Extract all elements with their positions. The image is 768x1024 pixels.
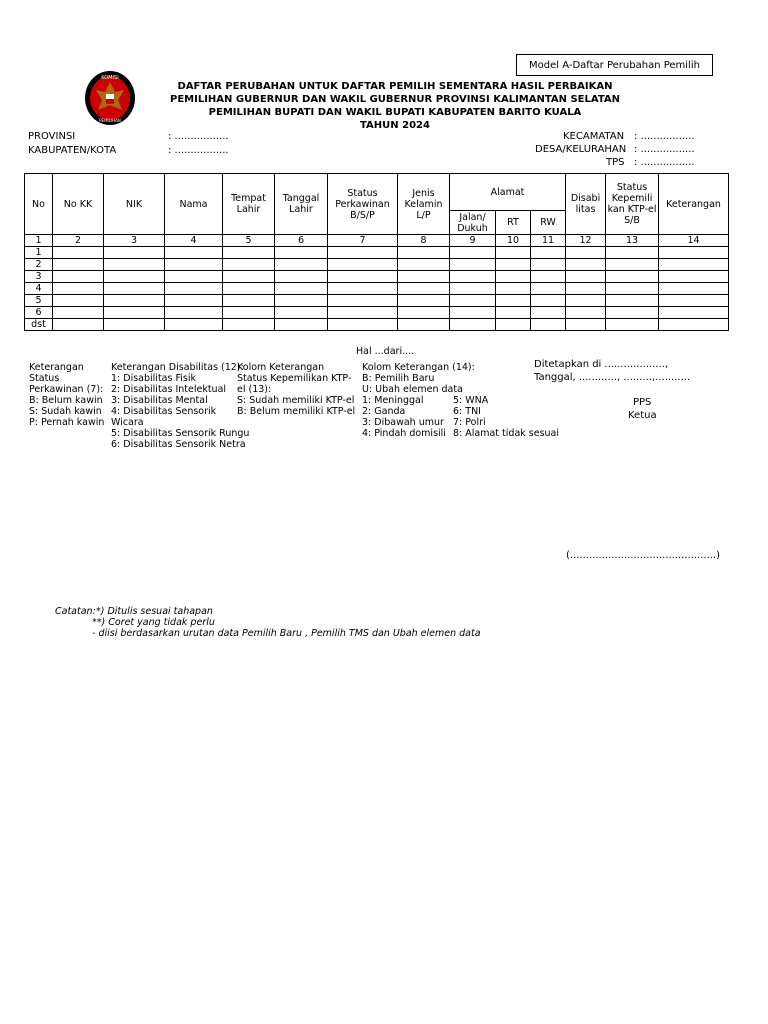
legend-item: P: Pernah kawin [29,417,105,428]
table-cell [566,247,606,259]
table-cell [398,307,450,319]
ditetapkan-text: Ditetapkan di ..................., [534,359,669,370]
table-cell [165,319,223,331]
table-cell [223,247,275,259]
table-cell [450,295,496,307]
legend-item: 5: WNA [453,395,489,406]
table-cell [398,271,450,283]
table-cell [496,247,531,259]
kecamatan-label: KECAMATAN [563,131,625,142]
legend-item: U: Ubah elemen data [362,384,463,395]
table-cell [223,319,275,331]
table-cell [53,271,104,283]
legend-item: 3: Dibawah umur [362,417,444,428]
table-row [25,283,729,295]
table-cell [275,319,328,331]
col-number-cell: 7 [328,235,398,247]
table-cell [165,247,223,259]
legend-item: 4: Pindah domisili [362,428,446,439]
tps-label: TPS [606,157,625,168]
table-cell [275,247,328,259]
row-number-cell: 1 [25,247,53,259]
table-cell [496,259,531,271]
table-cell [566,319,606,331]
provinsi-value: : ................. [168,131,229,142]
table-cell [496,295,531,307]
table-cell [328,283,398,295]
legend-item: 6: Disabilitas Sensorik Netra [111,439,246,450]
table-cell [53,319,104,331]
legend-item: B: Pemilih Baru [362,373,435,384]
table-cell [104,319,165,331]
provinsi-label: PROVINSI [28,131,76,142]
table-cell [450,319,496,331]
col-alamat: Alamat [450,174,566,211]
legend-status-title: Keterangan Status Perkawinan (7): [29,362,104,395]
table-cell [606,319,659,331]
table-cell [566,271,606,283]
table-cell [450,247,496,259]
table-cell [606,259,659,271]
table-cell [606,307,659,319]
table-cell [450,271,496,283]
legend-item: 2: Disabilitas Intelektual [111,384,227,395]
row-number-cell: 4 [25,283,53,295]
page-indicator: Hal ...dari.... [356,346,415,357]
legend-status [29,362,111,428]
table-cell [566,283,606,295]
table-cell [223,295,275,307]
legend-item: 6: TNI [453,406,481,417]
table-cell [328,295,398,307]
col-jalan: Jalan/ Dukuh [450,211,496,235]
table-cell [104,271,165,283]
table-cell [53,283,104,295]
table-row [25,319,729,331]
notes-line-1: *) Ditulis sesuai tahapan [96,606,213,617]
table-cell [531,319,566,331]
col-tanggal-lahir: Tanggal Lahir [275,174,328,235]
notes-label: Catatan: [55,606,96,617]
table-cell [328,319,398,331]
tps-value: : ................. [634,157,695,168]
title-line-2: PEMILIHAN GUBERNUR DAN WAKIL GUBERNUR PROVINSI KALIMANTAN SELATAN [169,94,620,105]
table-cell [496,271,531,283]
col-number-cell: 4 [165,235,223,247]
table-cell [53,247,104,259]
col-jenis-kelamin: Jenis Kelamin L/P [398,174,450,235]
table-cell [165,307,223,319]
voter-change-table [24,173,729,331]
col-number-cell: 2 [53,235,104,247]
table-cell [659,295,729,307]
col-number-cell: 8 [398,235,450,247]
table-row [25,259,729,271]
table-cell [659,271,729,283]
kabupaten-label: KABUPATEN/KOTA [28,145,117,156]
table-cell [223,271,275,283]
table-row [25,295,729,307]
legend-ktp-title: Kolom Keterangan Status Kepemilikan KTP-el (13): [237,362,352,395]
table-cell [659,283,729,295]
table-cell [659,307,729,319]
svg-text:PEMILIHAN: PEMILIHAN [99,118,121,123]
table-cell [275,295,328,307]
table-cell [275,259,328,271]
table-cell [531,283,566,295]
table-row [25,247,729,259]
tanggal-text: Tanggal, ............, .........,........... [534,372,691,383]
svg-text:KOMISI: KOMISI [101,75,119,81]
title-line-3: PEMILIHAN BUPATI DAN WAKIL BUPATI KABUPATEN BARITO KUALA [208,107,582,118]
table-cell [496,307,531,319]
table-cell [328,259,398,271]
col-number-cell: 9 [450,235,496,247]
table-cell [328,271,398,283]
row-number-cell: 2 [25,259,53,271]
legend-keterangan [362,362,562,439]
table-cell [659,259,729,271]
table-cell [566,307,606,319]
table-cell [659,247,729,259]
table-cell [566,259,606,271]
legend-item: 4: Disabilitas Sensorik Wicara [111,406,217,428]
col-keterangan: Keterangan [659,174,729,235]
col-rw: RW [531,211,566,235]
col-number-cell: 3 [104,235,165,247]
table-cell [104,259,165,271]
table-cell [53,295,104,307]
table-cell [275,271,328,283]
table-cell [566,295,606,307]
table-cell [606,295,659,307]
col-nik: NIK [104,174,165,235]
table-cell [531,259,566,271]
table-cell [53,307,104,319]
col-status-ktp: Status Kepemili kan KTP-el S/B [606,174,659,235]
kabupaten-value: : ................. [168,145,229,156]
table-cell [531,247,566,259]
table-cell [398,295,450,307]
table-cell [450,307,496,319]
legend-disabilitas [111,362,250,450]
table-cell [328,307,398,319]
table-cell [606,283,659,295]
table-row [25,307,729,319]
legend-item: 2: Ganda [362,406,406,417]
table-cell [223,307,275,319]
col-number-cell: 10 [496,235,531,247]
legend-item: 5: Disabilitas Sensorik Rungu [111,428,250,439]
column-number-row [25,235,729,247]
table-row [25,271,729,283]
legend-item: B: Belum memiliki KTP-el [237,406,356,417]
legend-item: S: Sudah kawin [29,406,102,417]
legend-ktp [237,362,357,417]
legend-ket-title: Kolom Keterangan (14): [362,362,475,373]
legend-item: 8: Alamat tidak sesuai [453,428,560,439]
col-number-cell: 5 [223,235,275,247]
col-number-cell: 12 [566,235,606,247]
desa-value: : ................. [634,144,695,155]
table-cell [275,307,328,319]
table-cell [165,283,223,295]
legend-item: 7: Polri [453,417,486,428]
table-cell [275,283,328,295]
table-cell [398,319,450,331]
table-cell [659,319,729,331]
table-cell [606,247,659,259]
legend-item: 1: Disabilitas Fisik [111,373,196,384]
table-cell [223,283,275,295]
table-cell [165,271,223,283]
table-cell [496,319,531,331]
table-cell [328,247,398,259]
table-cell [165,295,223,307]
table-cell [398,283,450,295]
kpu-logo [84,70,136,126]
row-number-cell: 5 [25,295,53,307]
col-number-cell: 14 [659,235,729,247]
row-number-cell: 3 [25,271,53,283]
col-no: No [25,174,53,235]
ketua-label: Ketua [628,410,657,421]
row-number-cell: dst [25,319,53,331]
col-number-cell: 11 [531,235,566,247]
table-cell [165,259,223,271]
desa-label: DESA/KELURAHAN [535,144,627,155]
kecamatan-value: : ................. [634,131,695,142]
col-disabilitas: Disabi litas [566,174,606,235]
col-status-perkawinan: Status Perkawinan B/S/P [328,174,398,235]
table-cell [53,259,104,271]
table-cell [606,271,659,283]
notes-line-3: - diisi berdasarkan urutan data Pemilih Baru , Pemilih TMS dan Ubah elemen data [92,628,481,639]
col-nama: Nama [165,174,223,235]
legend-item: S: Sudah memiliki KTP-el [237,395,355,406]
col-number-cell: 6 [275,235,328,247]
col-number-cell: 1 [25,235,53,247]
col-no-kk: No KK [53,174,104,235]
table-cell [104,247,165,259]
title-line-1: DAFTAR PERUBAHAN UNTUK DAFTAR PEMILIH SEMENTARA HASIL PERBAIKAN [177,81,613,92]
legend-item: B: Belum kawin [29,395,103,406]
signature-name-line: (..............................................) [566,550,721,561]
table-cell [398,247,450,259]
col-rt: RT [496,211,531,235]
table-cell [104,283,165,295]
table-cell [450,283,496,295]
col-tempat-lahir: Tempat Lahir [223,174,275,235]
table-cell [496,283,531,295]
table-cell [450,259,496,271]
table-cell [104,295,165,307]
pps-label: PPS [633,397,652,408]
row-number-cell: 6 [25,307,53,319]
form-model-label: Model A-Daftar Perubahan Pemilih [516,54,713,76]
notes-line-2: **) Coret yang tidak perlu [92,617,215,628]
title-line-4: TAHUN 2024 [360,120,430,131]
legend-item: 3: Disabilitas Mental [111,395,208,406]
table-cell [223,259,275,271]
table-cell [398,259,450,271]
table-cell [104,307,165,319]
table-cell [531,271,566,283]
table-cell [531,307,566,319]
table-cell [531,295,566,307]
col-number-cell: 13 [606,235,659,247]
legend-item: 1: Meninggal [362,395,424,406]
legend-disab-title: Keterangan Disabilitas (12): [111,362,244,373]
